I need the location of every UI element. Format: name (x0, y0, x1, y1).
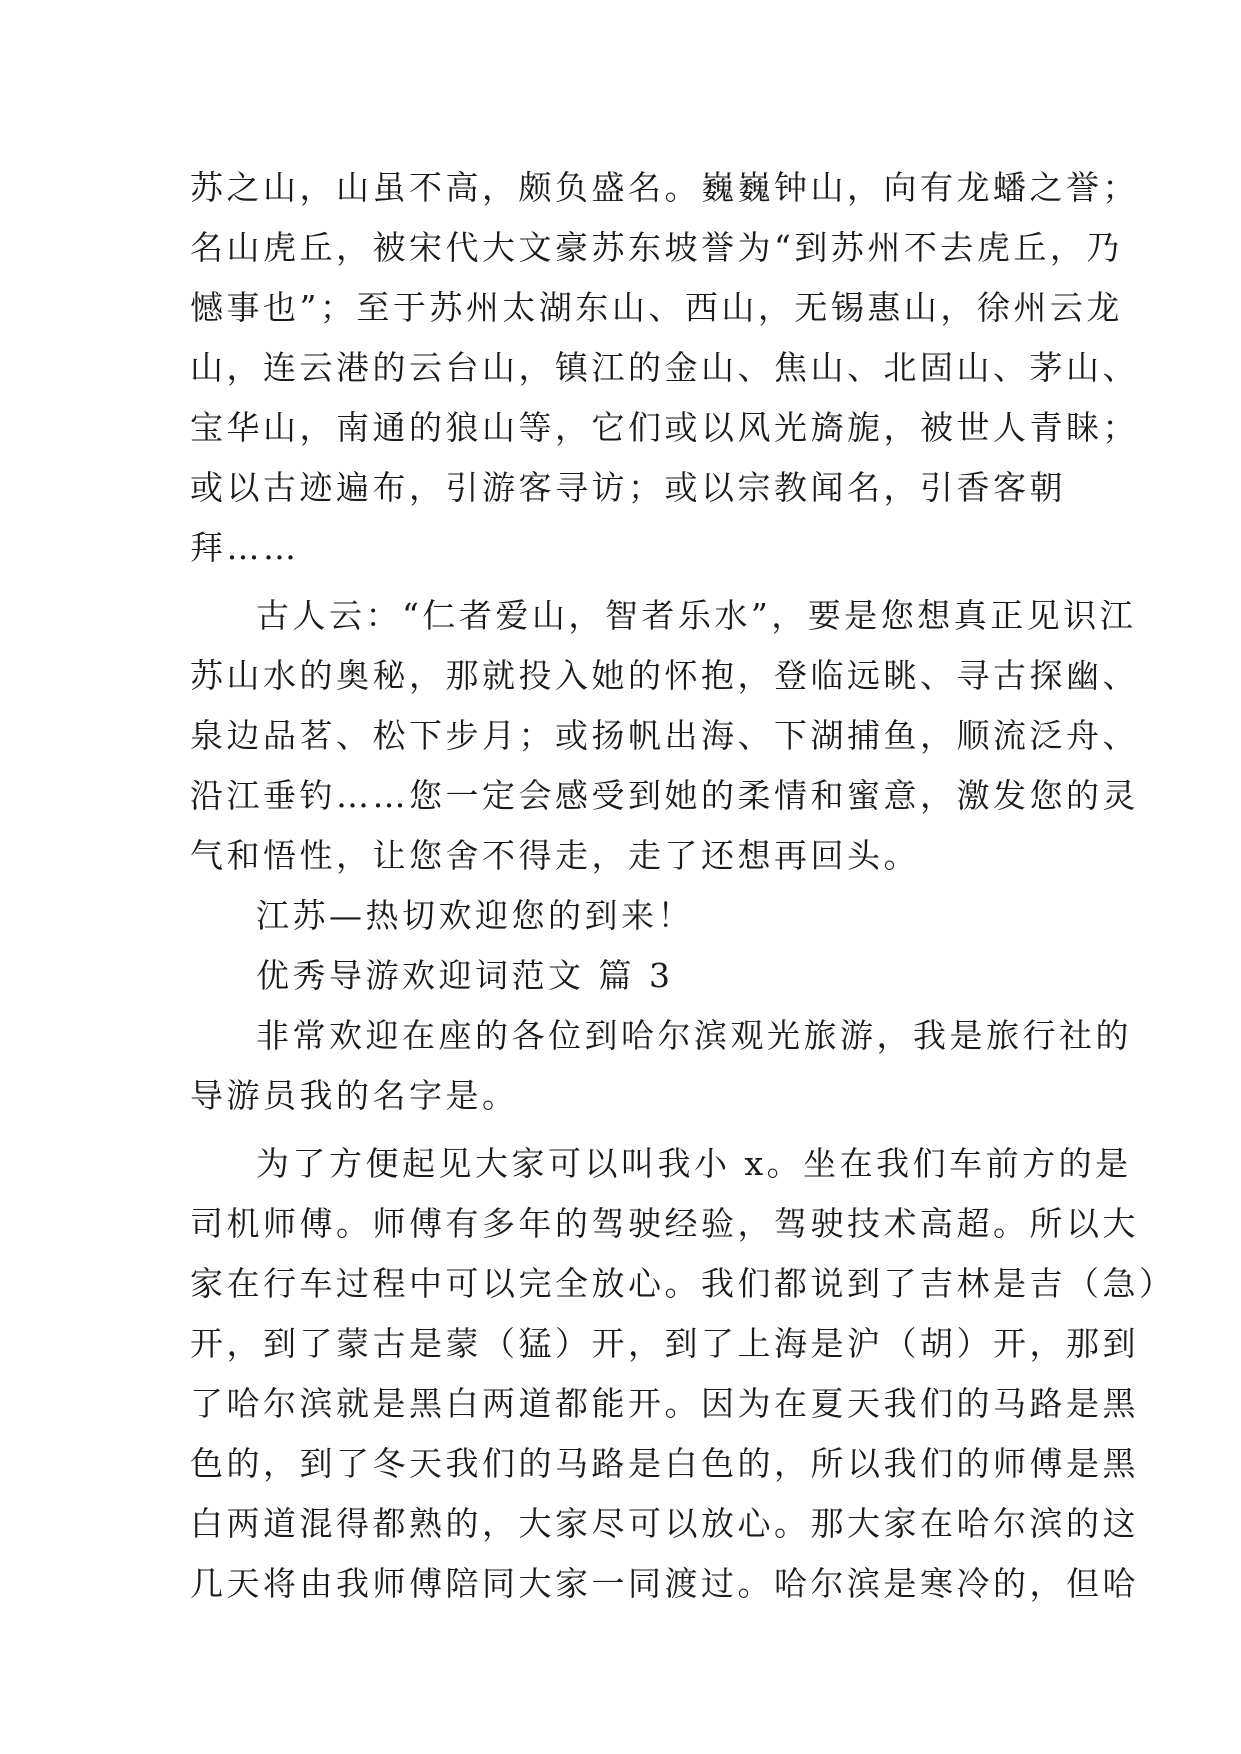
document-body (190, 158, 1176, 1614)
text-line: 憾事也”；至于苏州太湖东山、西山，无锡惠山，徐州云龙 (190, 288, 1123, 327)
text-line: 苏山水的奥秘，那就投入她的怀抱，登临远眺、寻古探幽、 (190, 656, 1139, 695)
section-heading: 优秀导游欢迎词范文 篇 3 (256, 956, 674, 995)
text-line: 开，到了蒙古是蒙（猛）开，到了上海是沪（胡）开，那到 (190, 1324, 1139, 1363)
text-line: 山，连云港的云台山，镇江的金山、焦山、北固山、茅山、 (190, 348, 1139, 387)
text-line: 泉边品茗、松下步月；或扬帆出海、下湖捕鱼，顺流泛舟、 (190, 716, 1139, 755)
text-line: 气和悟性，让您舍不得走，走了还想再回头。 (190, 836, 920, 875)
text-line: 或以古迹遍布，引游客寻访；或以宗教闻名，引香客朝 (190, 468, 1066, 507)
text-line: 家在行车过程中可以完全放心。我们都说到了吉林是吉（急） (190, 1264, 1176, 1303)
text-line: 司机师傅。师傅有多年的驾驶经验，驾驶技术高超。所以大 (190, 1204, 1139, 1243)
text-line: 名山虎丘，被宋代大文豪苏东坡誉为“到苏州不去虎丘，乃 (190, 228, 1123, 267)
text-line: 沿江垂钓……您一定会感受到她的柔情和蜜意，激发您的灵 (190, 776, 1139, 815)
text-line: 几天将由我师傅陪同大家一同渡过。哈尔滨是寒冷的，但哈 (190, 1564, 1139, 1603)
paragraph-start-line: 古人云：“仁者爱山，智者乐水”，要是您想真正见识江 (256, 596, 1137, 635)
paragraph-start-line: 江苏—热切欢迎您的到来！ (256, 896, 694, 935)
text-line: 白两道混得都熟的，大家尽可以放心。那大家在哈尔滨的这 (190, 1504, 1139, 1543)
text-line: 导游员我的名字是。 (190, 1076, 519, 1115)
text-line: 了哈尔滨就是黑白两道都能开。因为在夏天我们的马路是黑 (190, 1384, 1139, 1423)
text-line: 宝华山，南通的狼山等，它们或以风光旖旎，被世人青睐； (190, 408, 1139, 447)
text-line: 色的，到了冬天我们的马路是白色的，所以我们的师傅是黑 (190, 1444, 1139, 1483)
text-line: 苏之山，山虽不高，颇负盛名。巍巍钟山，向有龙蟠之誉； (190, 168, 1139, 207)
paragraph-start-line: 为了方便起见大家可以叫我小 x。坐在我们车前方的是 (256, 1144, 1132, 1183)
text-line: 拜…… (190, 528, 300, 567)
paragraph-start-line: 非常欢迎在座的各位到哈尔滨观光旅游，我是旅行社的 (256, 1016, 1132, 1055)
